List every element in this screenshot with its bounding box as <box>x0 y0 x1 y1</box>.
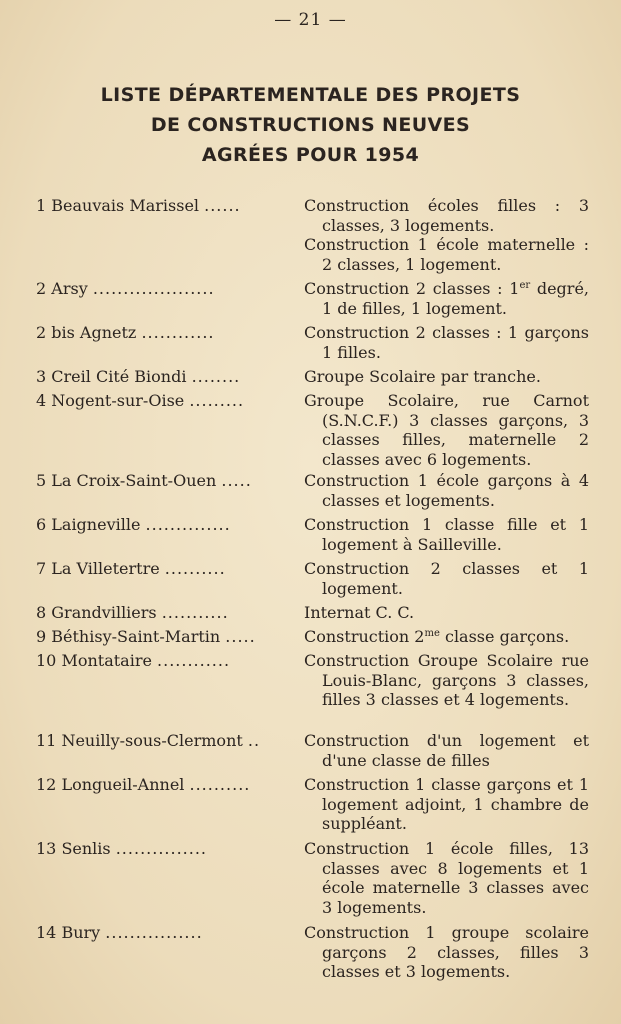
project-description <box>304 603 589 623</box>
commune-label: Nogent-sur-Oise <box>46 391 190 410</box>
title-line: AGRÉES POUR 1954 <box>201 144 420 166</box>
commune-name <box>36 471 290 491</box>
commune-label: Senlis <box>56 839 116 858</box>
entry-number: 5 <box>36 471 47 490</box>
description-paragraph: Construction Groupe Scolaire rue Louis-Blanc, garçons 3 classes, filles 3 classes et 4 logements. <box>304 651 589 709</box>
commune-name <box>36 391 290 411</box>
leader-dots: .................... <box>92 279 215 298</box>
description-paragraph: Construction 1 école garçons à 4 classes et logements. <box>304 471 589 510</box>
project-description <box>304 391 589 469</box>
commune-label: Agnetz <box>74 323 142 342</box>
leader-dots: ......... <box>189 391 245 410</box>
entry-number: 9 <box>36 627 47 646</box>
project-description <box>304 923 589 982</box>
superscript: me <box>424 628 440 639</box>
title-line: LISTE DÉPARTEMENTALE DES PROJETS <box>100 84 521 106</box>
project-description <box>304 515 589 554</box>
commune-label: La Croix-Saint-Ouen <box>46 471 222 490</box>
description-paragraph: Construction 2 classes : 1 garçons 1 filles. <box>304 323 589 362</box>
description-paragraph: Construction $2^{me}$ classe garçons. <box>304 627 570 646</box>
project-description <box>304 367 589 387</box>
commune-label: Bury <box>56 923 106 942</box>
description-paragraph: Construction écoles filles : 3 classes, 3 logements. <box>304 196 589 235</box>
project-description <box>304 559 589 598</box>
leader-dots: ............ <box>141 323 215 342</box>
commune-name <box>36 603 290 623</box>
entry-number: 2 bis <box>36 323 75 342</box>
leader-dots: ............... <box>115 839 208 858</box>
entry-number: 13 <box>36 839 57 858</box>
leader-dots: ........... <box>161 603 229 622</box>
leader-dots: ...... <box>204 196 241 215</box>
description-paragraph: Construction 2 classes : 1er degré, 1 de filles, 1 logement. <box>304 279 590 318</box>
project-description <box>304 323 589 362</box>
commune-name <box>36 279 290 299</box>
description-paragraph: Construction 1 classe garçons et 1 logement adjoint, 1 chambre de suppléant. <box>304 775 589 833</box>
description-paragraph: Construction 1 groupe scolaire garçons 2 classes, filles 3 classes et 3 logements. <box>304 923 589 981</box>
entry-number: 10 <box>36 651 57 670</box>
page-title <box>0 80 621 170</box>
project-description <box>304 471 589 510</box>
description-paragraph: Groupe Scolaire par tranche. <box>304 367 541 386</box>
project-description <box>304 775 589 834</box>
entry-number: 11 <box>36 731 57 750</box>
commune-label: Laigneville <box>46 515 146 534</box>
entry-number: 2 <box>36 279 47 298</box>
entry-number: 8 <box>36 603 47 622</box>
commune-label: Arsy <box>46 279 93 298</box>
entry-number: 7 <box>36 559 47 578</box>
description-paragraph: Construction 2 classes et 1 logement. <box>304 559 589 598</box>
commune-name <box>36 559 290 579</box>
leader-dots: .......... <box>189 775 251 794</box>
entry-number: 6 <box>36 515 47 534</box>
entry-number: 14 <box>36 923 57 942</box>
leader-dots: .......... <box>164 559 226 578</box>
commune-label: Longueil-Annel <box>56 775 190 794</box>
leader-dots: ..... <box>225 627 256 646</box>
entry-number: 12 <box>36 775 57 794</box>
description-paragraph: Internat C. C. <box>304 603 415 622</box>
commune-name <box>36 923 290 943</box>
commune-label: Grandvilliers <box>46 603 162 622</box>
entry-number: 3 <box>36 367 47 386</box>
superscript: er <box>519 280 531 291</box>
leader-dots: ........ <box>191 367 241 386</box>
leader-dots: ............ <box>157 651 231 670</box>
commune-label: Neuilly-sous-Clermont <box>56 731 248 750</box>
commune-name <box>36 731 290 751</box>
project-description <box>304 839 589 917</box>
leader-dots: .............. <box>145 515 231 534</box>
commune-name <box>36 651 290 671</box>
commune-label: Montataire <box>56 651 158 670</box>
description-paragraph: Construction d'un logement et d'une classe de filles <box>304 731 589 770</box>
title-line: DE CONSTRUCTIONS NEUVES <box>150 114 471 136</box>
commune-label: Beauvais Marissel <box>46 196 205 215</box>
commune-label: Béthisy-Saint-Martin <box>46 627 226 646</box>
commune-name <box>36 367 290 387</box>
description-paragraph: Construction 1 école maternelle : 2 classes, 1 logement. <box>304 235 589 274</box>
leader-dots: ..... <box>221 471 252 490</box>
page-number: — 21 — <box>274 10 347 30</box>
project-description <box>304 627 589 647</box>
commune-name <box>36 839 290 859</box>
commune-name <box>36 515 290 535</box>
entry-number: 1 <box>36 196 47 215</box>
commune-name <box>36 196 290 216</box>
project-description <box>304 279 589 318</box>
project-description <box>304 651 589 710</box>
commune-name <box>36 323 290 343</box>
commune-name <box>36 627 290 647</box>
project-description <box>304 731 589 770</box>
description-paragraph: Groupe Scolaire, rue Carnot (S.N.C.F.) 3 classes garçons, 3 classes filles, maternelle 2 classes avec 6 logements. <box>304 391 589 469</box>
commune-label: Creil Cité Biondi <box>46 367 192 386</box>
commune-label: La Villetertre <box>46 559 165 578</box>
entry-number: 4 <box>36 391 47 410</box>
commune-name <box>36 775 290 795</box>
description-paragraph: Construction 1 école filles, 13 classes avec 8 logements et 1 école maternelle 3 classes avec 3 logements. <box>304 839 589 917</box>
description-paragraph: Construction 1 classe fille et 1 logement à Sailleville. <box>304 515 589 554</box>
leader-dots: .. <box>247 731 261 750</box>
leader-dots: ................ <box>105 923 203 942</box>
project-description <box>304 196 589 274</box>
